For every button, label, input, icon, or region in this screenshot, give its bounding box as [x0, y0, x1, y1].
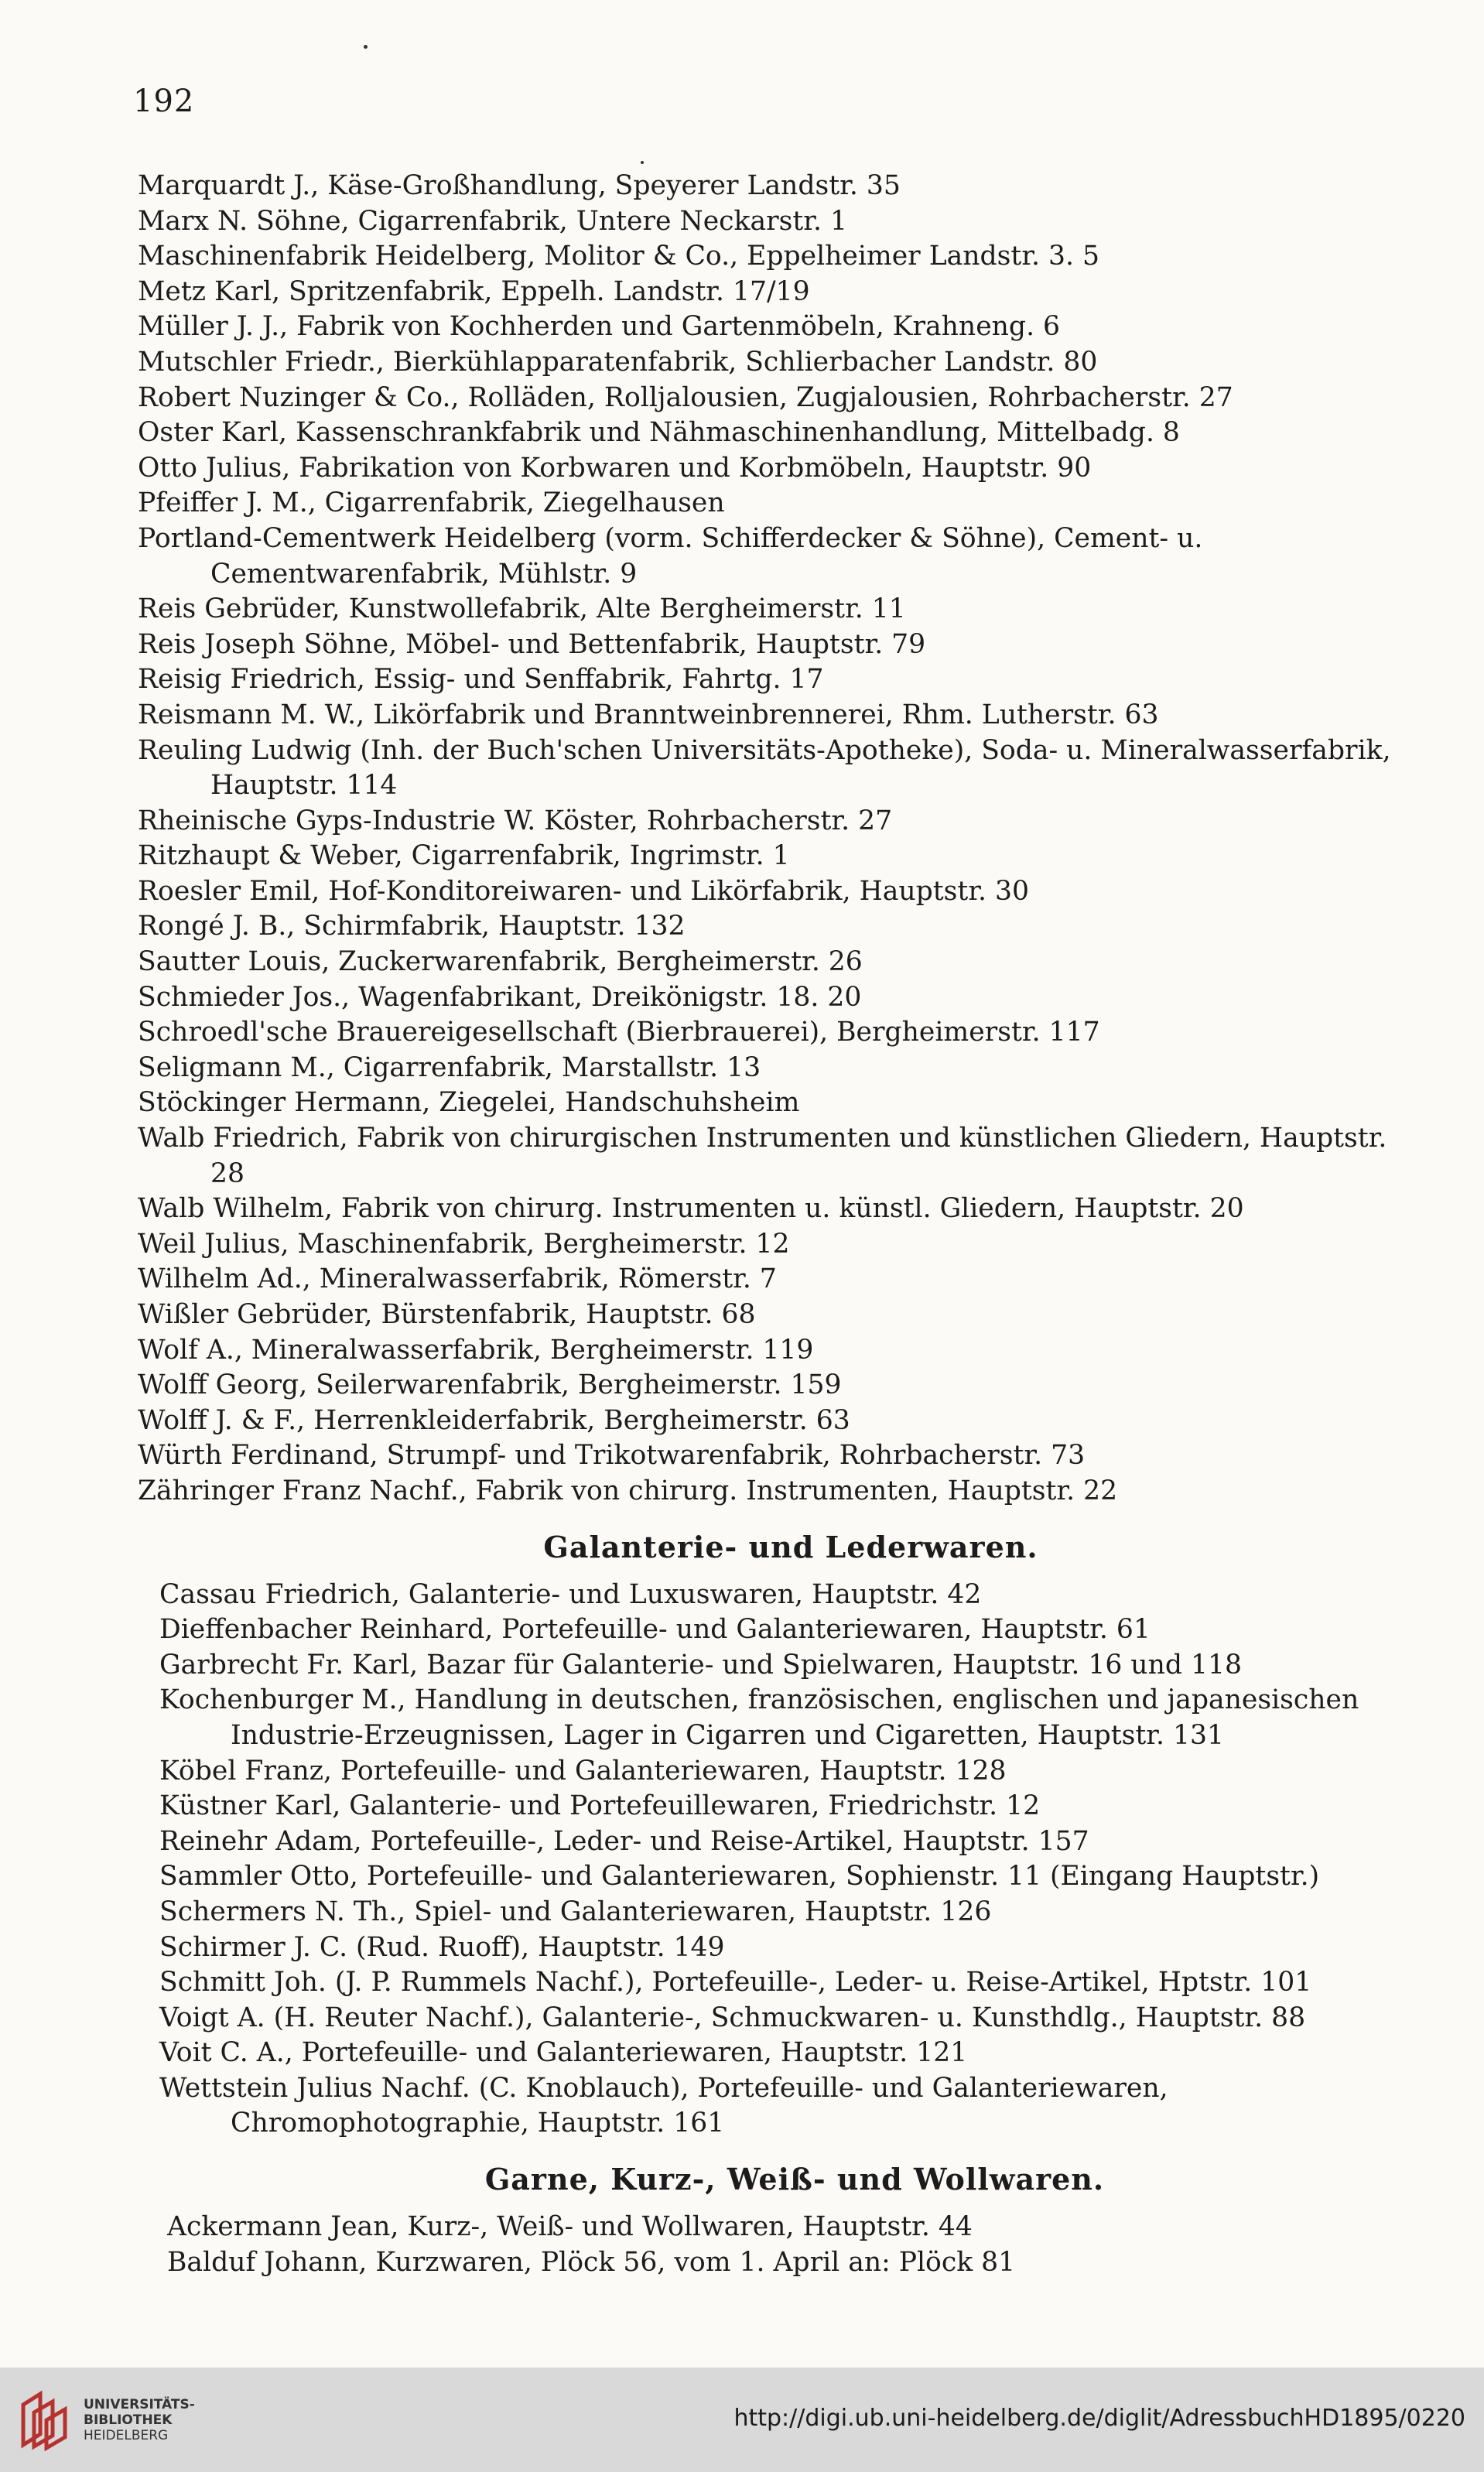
directory-entry: Seligmann M., Cigarrenfabrik, Marstallstr. 13	[138, 1051, 761, 1083]
directory-entry: Reis Joseph Söhne, Möbel- und Bettenfabrik, Hauptstr. 79	[138, 628, 926, 660]
directory-entry: Köbel Franz, Portefeuille- und Galanteriewaren, Hauptstr. 128	[159, 1755, 1007, 1786]
directory-entry: Schmieder Jos., Wagenfabrikant, Dreikönigstr. 18. 20	[138, 981, 862, 1013]
directory-entry: Zähringer Franz Nachf., Fabrik von chirurg. Instrumenten, Hauptstr. 22	[138, 1475, 1118, 1506]
directory-entry: Rheinische Gyps-Industrie W. Köster, Rohrbacherstr. 27	[138, 805, 893, 836]
directory-entry: Voit C. A., Portefeuille- und Galanteriewaren, Hauptstr. 121	[159, 2037, 968, 2069]
footer-bar	[0, 2368, 1484, 2472]
directory-entry: Stöckinger Hermann, Ziegelei, Handschuhsheim	[138, 1087, 800, 1119]
section-galanterie	[159, 1528, 1422, 2142]
directory-entry: Wolff J. & F., Herrenkleiderfabrik, Bergheimerstr. 63	[138, 1404, 850, 1436]
directory-entry: Müller J. J., Fabrik von Kochherden und Gartenmöbeln, Krahneng. 6	[138, 311, 1061, 343]
section-factories	[138, 169, 1422, 1510]
directory-entry: Schroedl'sche Brauereigesellschaft (Bierbrauerei), Bergheimerstr. 117	[138, 1017, 1100, 1048]
directory-entry: Wißler Gebrüder, Bürstenfabrik, Hauptstr. 68	[138, 1299, 756, 1330]
library-name	[84, 2397, 195, 2443]
directory-entry: Reuling Ludwig (Inh. der Buch'schen Universitäts-Apotheke), Soda- u. Mineralwasserfabrik, Hauptstr. 114	[138, 734, 1391, 802]
directory-entry: Mutschler Friedr., Bierkühlapparatenfabrik, Schlierbacher Landstr. 80	[138, 346, 1098, 378]
library-name-line: BIBLIOTHEK	[84, 2412, 173, 2428]
directory-entry: Schermers N. Th., Spiel- und Galanteriewaren, Hauptstr. 126	[159, 1896, 992, 1927]
directory-entry: Otto Julius, Fabrikation von Korbwaren und Korbmöbeln, Hauptstr. 90	[138, 452, 1092, 484]
library-name-line: HEIDELBERG	[84, 2428, 169, 2443]
directory-listing	[138, 169, 1422, 2280]
directory-entry: Pfeiffer J. M., Cigarrenfabrik, Ziegelhausen	[138, 487, 725, 519]
directory-entry: Kochenburger M., Handlung in deutschen, französischen, englischen und japanesischen Industrie-Erzeugnissen, Lager in Cigarren und Cigaretten, Hauptstr. 131	[159, 1684, 1359, 1751]
directory-entry: Würth Ferdinand, Strumpf- und Trikotwarenfabrik, Rohrbacherstr. 73	[138, 1440, 1086, 1472]
directory-entry: Sautter Louis, Zuckerwarenfabrik, Bergheimerstr. 26	[138, 946, 863, 978]
directory-entry: Schmitt Joh. (J. P. Rummels Nachf.), Portefeuille-, Leder- u. Reise-Artikel, Hptstr. 101	[159, 1967, 1312, 1998]
directory-entry: Wettstein Julius Nachf. (C. Knoblauch), Portefeuille- und Galanteriewaren, Chromophotographie, Hauptstr. 161	[159, 2072, 1168, 2139]
directory-entry: Portland-Cementwerk Heidelberg (vorm. Schifferdecker & Söhne), Cement- u. Cementwarenfabrik, Mühlstr. 9	[138, 522, 1203, 590]
directory-entry: Reisig Friedrich, Essig- und Senffabrik, Fahrtg. 17	[138, 664, 824, 696]
directory-entry: Weil Julius, Maschinenfabrik, Bergheimerstr. 12	[138, 1228, 790, 1260]
directory-entry: Walb Friedrich, Fabrik von chirurgischen Instrumenten und künstlichen Gliedern, Hauptstr. 28	[138, 1123, 1387, 1189]
directory-entry: Reis Gebrüder, Kunstwollefabrik, Alte Bergheimerstr. 11	[138, 593, 906, 625]
directory-entry: Rongé J. B., Schirmfabrik, Hauptstr. 132	[138, 911, 686, 942]
directory-entry: Ritzhaupt & Weber, Cigarrenfabrik, Ingrimstr. 1	[138, 840, 790, 872]
directory-entry: Wolff Georg, Seilerwarenfabrik, Bergheimerstr. 159	[138, 1369, 842, 1401]
source-url-link[interactable]: http://digi.ub.uni-heidelberg.de/diglit/AdressbuchHD1895/0220	[733, 2405, 1465, 2432]
directory-entry: Voigt A. (H. Reuter Nachf.), Galanterie-, Schmuckwaren- u. Kunsthdlg., Hauptstr. 88	[159, 2002, 1306, 2033]
library-logo-icon	[17, 2389, 71, 2451]
directory-entry: Sammler Otto, Portefeuille- und Galanteriewaren, Sophienstr. 11 (Eingang Hauptstr.)	[159, 1861, 1320, 1892]
page-number: 192	[133, 84, 195, 119]
directory-entry: Roesler Emil, Hof-Konditoreiwaren- und Likörfabrik, Hauptstr. 30	[138, 875, 1030, 907]
directory-entry: Küstner Karl, Galanterie- und Portefeuillewaren, Friedrichstr. 12	[159, 1790, 1041, 1822]
directory-entry: Marquardt J., Käse-Großhandlung, Speyerer Landstr. 35	[138, 170, 901, 201]
directory-entry: Dieffenbacher Reinhard, Portefeuille- und Galanteriewaren, Hauptstr. 61	[159, 1614, 1151, 1646]
directory-entry: Maschinenfabrik Heidelberg, Molitor & Co., Eppelheimer Landstr. 3. 5	[138, 241, 1100, 272]
directory-entry: Wolf A., Mineralwasserfabrik, Bergheimerstr. 119	[138, 1334, 814, 1366]
directory-entry: Oster Karl, Kassenschrankfabrik und Nähmaschinenhandlung, Mittelbadg. 8	[138, 417, 1180, 449]
directory-entry: Robert Nuzinger & Co., Rolläden, Rolljalousien, Zugjalousien, Rohrbacherstr. 27	[138, 381, 1233, 413]
directory-entry: Reinehr Adam, Portefeuille-, Leder- und Reise-Artikel, Hauptstr. 157	[159, 1825, 1089, 1857]
library-name-line: UNIVERSITÄTS-	[84, 2397, 195, 2412]
print-speck	[364, 45, 368, 49]
directory-entry: Metz Karl, Spritzenfabrik, Eppelh. Landstr. 17/19	[138, 275, 810, 307]
directory-entry: Balduf Johann, Kurzwaren, Plöck 56, vom 1. April an: Plöck 81	[167, 2246, 1016, 2278]
directory-entry: Marx N. Söhne, Cigarrenfabrik, Untere Neckarstr. 1	[138, 205, 847, 237]
section-garne	[167, 2160, 1422, 2280]
directory-entry: Ackermann Jean, Kurz-, Weiß- und Wollwaren, Hauptstr. 44	[167, 2211, 973, 2243]
print-speck	[641, 161, 644, 164]
directory-entry: Reismann M. W., Likörfabrik und Branntweinbrennerei, Rhm. Lutherstr. 63	[138, 699, 1159, 730]
directory-entry: Cassau Friedrich, Galanterie- und Luxuswaren, Hauptstr. 42	[159, 1578, 982, 1610]
section-heading: Garne, Kurz-, Weiß- und Wollwaren.	[484, 2162, 1105, 2197]
directory-entry: Garbrecht Fr. Karl, Bazar für Galanterie- und Spielwaren, Hauptstr. 16 und 118	[159, 1649, 1242, 1680]
directory-entry: Schirmer J. C. (Rud. Ruoff), Hauptstr. 149	[159, 1931, 725, 1963]
directory-entry: Wilhelm Ad., Mineralwasserfabrik, Römerstr. 7	[138, 1263, 777, 1295]
section-heading: Galanterie- und Lederwaren.	[543, 1529, 1038, 1564]
directory-entry: Walb Wilhelm, Fabrik von chirurg. Instrumenten u. künstl. Gliedern, Hauptstr. 20	[138, 1193, 1244, 1225]
